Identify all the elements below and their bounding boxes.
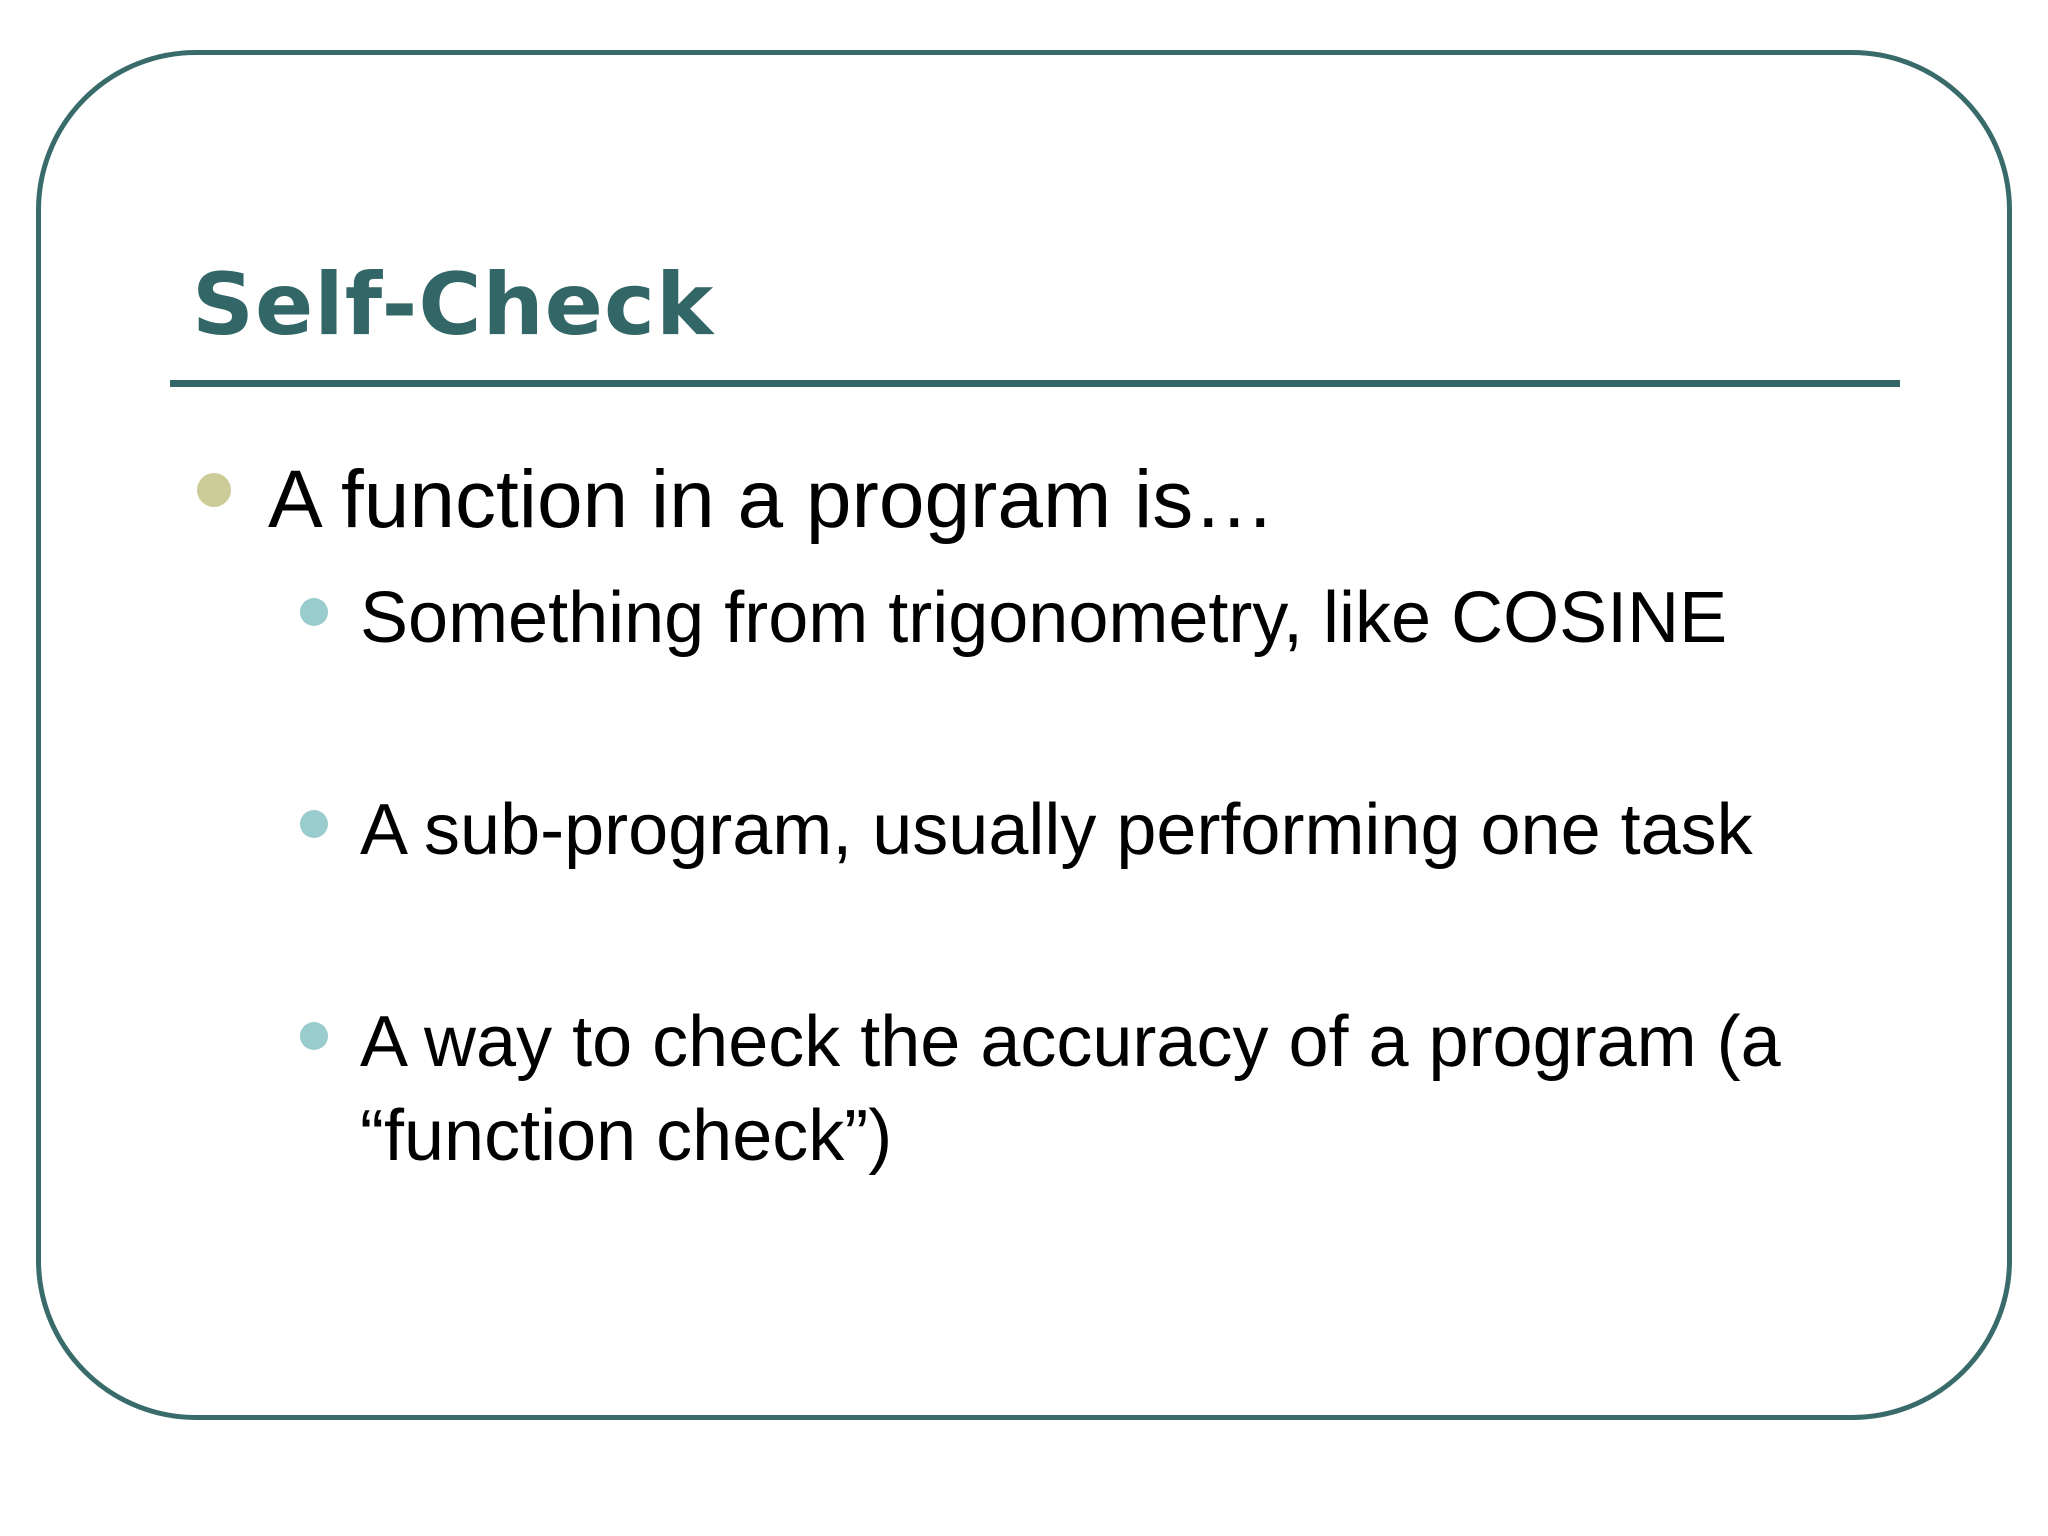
title-underline <box>170 380 1900 387</box>
bullet-icon <box>197 473 231 507</box>
sub-bullet-icon <box>300 810 328 838</box>
sub-bullet-icon <box>300 1022 328 1050</box>
sub-bullet-icon <box>300 598 328 626</box>
sub-bullet-text-1: Something from trigonometry, like COSINE <box>360 578 1728 658</box>
slide-title: Self-Check <box>192 255 715 355</box>
sub-bullet-text-2: A sub-program, usually performing one task <box>360 790 1753 870</box>
sub-bullet-text-3: A way to check the accuracy of a program (a “function check”) <box>360 1002 1781 1176</box>
main-bullet-text: A function in a program is… <box>268 454 1276 545</box>
